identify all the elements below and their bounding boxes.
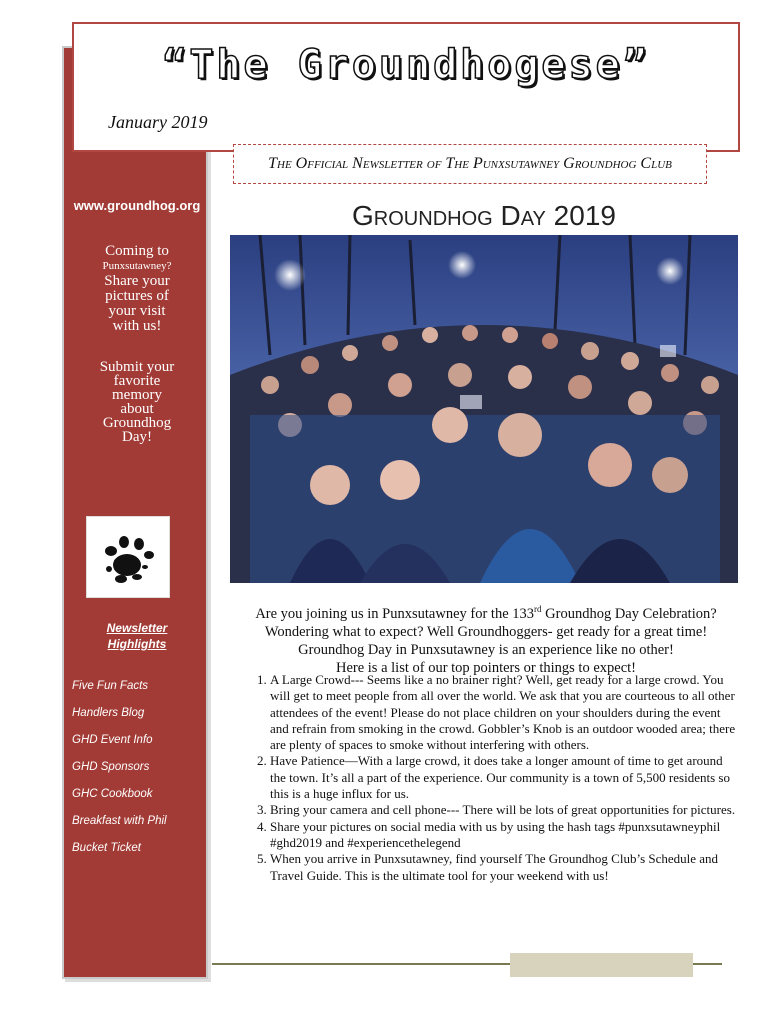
issue-date: January 2019	[108, 112, 208, 132]
article-intro	[232, 600, 740, 677]
share-line-3: your visit	[108, 303, 166, 319]
coming-line-2: Punxsutawney?	[102, 260, 172, 272]
share-line-4: with us!	[112, 318, 162, 334]
crowd-photo	[230, 235, 738, 583]
pointer-have-patience: 2. Have Patience—With a large crowd, it does take a longer amount of time to get around the town. It’s all a part of the experience. Our community is a town of 5,500 residents so this is a huge influx for us.	[270, 753, 738, 802]
article-headline: Groundhog Day 2019	[352, 200, 616, 231]
intro-ordinal-suffix: rd	[534, 604, 542, 614]
pointer-large-crowd: 1. A Large Crowd--- Seems like a no brainer right? Well, get ready for a large crowd. You will get to meet people from all over the world. We ask that you are courteous to all other attendees of the event! Please do not place children on your shoulders during the event and refrain from smoking in the crowd. Gobbler’s Knob is an outdoor wooded area; there are plenty of spaces to smoke without interfering with others.	[270, 672, 738, 753]
highlight-ghd-sponsors[interactable]: GHD Sponsors	[72, 761, 150, 773]
submit-line-2: favorite	[113, 373, 161, 389]
pointer-schedule-guide: 5. When you arrive in Punxsutawney, find yourself The Groundhog Club’s Schedule and Travel Guide. This is the ultimate tool for your weekend with us!	[270, 851, 738, 884]
submit-line-6: Day!	[122, 429, 152, 445]
coming-callout	[72, 244, 202, 334]
highlight-breakfast-with-phil[interactable]: Breakfast with Phil	[72, 815, 167, 827]
highlight-ghc-cookbook[interactable]: GHC Cookbook	[72, 788, 153, 800]
newsletter-title: “The Groundhogese”	[162, 42, 650, 88]
submit-line-4: about	[120, 401, 154, 417]
intro-line-3: Groundhog Day in Punxsutawney is an experience like no other!	[298, 641, 674, 658]
newsletter-subtitle: The Official Newsletter of The Punxsutawney Groundhog Club	[233, 144, 707, 184]
highlight-five-fun-facts[interactable]: Five Fun Facts	[72, 680, 149, 692]
highlights-list	[72, 678, 202, 867]
highlight-bucket-ticket[interactable]: Bucket Ticket	[72, 842, 141, 854]
intro-line-4: Here is a list of our top pointers or things to expect!	[335, 659, 636, 676]
sidebar	[62, 46, 208, 979]
intro-line-1	[232, 600, 740, 623]
pointer-share-pictures: 4. Share your pictures on social media with us by using the hash tags #punxsutawneyphil #ghd2019 and #experiencethelegend	[270, 819, 738, 852]
website-link[interactable]: www.groundhog.org	[73, 198, 201, 213]
highlight-ghd-event-info[interactable]: GHD Event Info	[72, 734, 153, 746]
highlights-title-line-2: Highlights	[107, 637, 167, 651]
pointers-list	[244, 672, 738, 884]
submit-callout	[72, 360, 202, 444]
share-line-1: Share your	[104, 273, 170, 289]
coming-line-1: Coming to	[105, 243, 169, 259]
submit-line-5: Groundhog	[102, 415, 172, 431]
submit-line-1: Submit your	[99, 359, 175, 375]
intro-line-1-end: Groundhog Day Celebration?	[541, 605, 717, 622]
highlights-title-line-1: Newsletter	[106, 621, 168, 635]
highlight-handlers-blog[interactable]: Handlers Blog	[72, 707, 145, 719]
pointer-bring-camera: 3. Bring your camera and cell phone--- There will be lots of great opportunities for pictures.	[270, 802, 738, 818]
highlights-title	[64, 620, 210, 652]
intro-line-1-start: Are you joining us in Punxsutawney for the 133	[255, 605, 535, 622]
footer-accent-bar	[510, 953, 693, 977]
share-line-2: pictures of	[105, 288, 169, 304]
masthead-box	[72, 22, 740, 152]
intro-line-2: Wondering what to expect? Well Groundhoggers- get ready for a great time!	[264, 623, 708, 640]
paw-print-icon	[86, 516, 170, 598]
submit-line-3: memory	[112, 387, 162, 403]
